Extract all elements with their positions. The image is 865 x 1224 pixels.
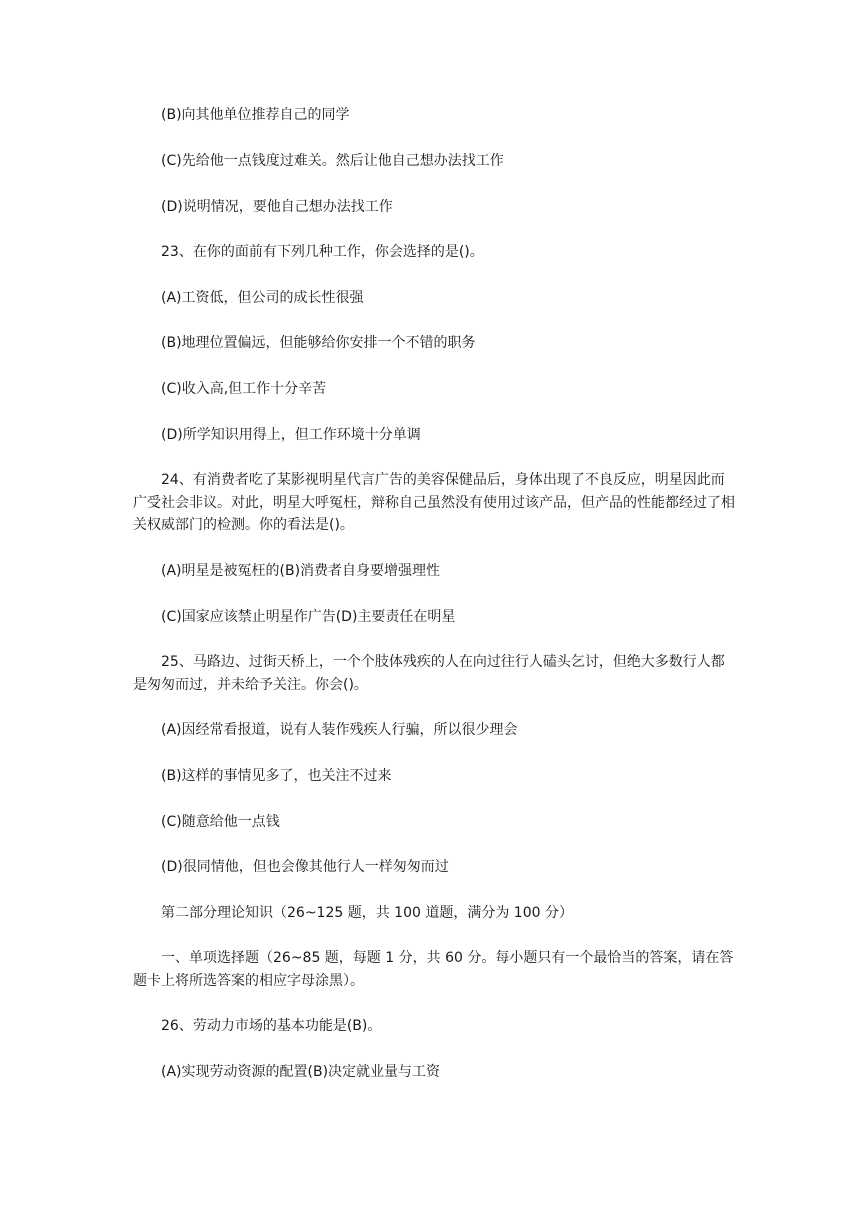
q23-option-b: (B)地理位置偏远，但能够给你安排一个不错的职务 (161, 335, 476, 351)
q23-option-c: (C)收入高,但工作十分辛苦 (161, 381, 327, 397)
q23-option-d: (D)所学知识用得上，但工作环境十分单调 (161, 427, 421, 443)
question-26: 26、劳动力市场的基本功能是(B)。 (161, 1018, 382, 1034)
section-heading-part-two: 第二部分理论知识（26~125 题，共 100 道题，满分为 100 分） (161, 905, 573, 921)
question-24: 24、有消费者吃了某影视明星代言广告的美容保健品后，身体出现了不良反应，明星因此而广受社会非议。对此，明星大呼冤枉，辩称自己虽然没有使用过该产品，但产品的性能都经过了相关权威部门的检测。你的看法是()。 (133, 472, 735, 533)
question-23: 23、在你的面前有下列几种工作，你会选择的是()。 (161, 244, 484, 260)
q24-options-cd: (C)国家应该禁止明星作广告(D)主要责任在明星 (161, 609, 456, 625)
question-25: 25、马路边、过街天桥上，一个个肢体残疾的人在向过往行人磕头乞讨，但绝大多数行人都是匆匆而过，并未给予关注。你会()。 (133, 654, 725, 693)
q25-option-b: (B)这样的事情见多了，也关注不过来 (161, 768, 392, 784)
q25-option-c: (C)随意给他一点钱 (161, 814, 280, 830)
q23-option-a: (A)工资低，但公司的成长性很强 (161, 290, 364, 306)
section-heading-single-choice: 一、单项选择题（26~85 题，每题 1 分，共 60 分。每小题只有一个最恰当的答案，请在答题卡上将所选答案的相应字母涂黑）。 (133, 950, 734, 989)
q25-option-a: (A)因经常看报道，说有人装作残疾人行骗，所以很少理会 (161, 722, 518, 738)
option-b-recommend: (B)向其他单位推荐自己的同学 (161, 107, 350, 123)
option-d-explain: (D)说明情况，要他自己想办法找工作 (161, 199, 393, 215)
q26-options-ab: (A)实现劳动资源的配置(B)决定就业量与工资 (161, 1064, 441, 1080)
q25-option-d: (D)很同情他，但也会像其他行人一样匆匆而过 (161, 859, 449, 875)
option-c-give-money: (C)先给他一点钱度过难关。然后让他自己想办法找工作 (161, 153, 504, 169)
q24-options-ab: (A)明星是被冤枉的(B)消费者自身要增强理性 (161, 563, 441, 579)
